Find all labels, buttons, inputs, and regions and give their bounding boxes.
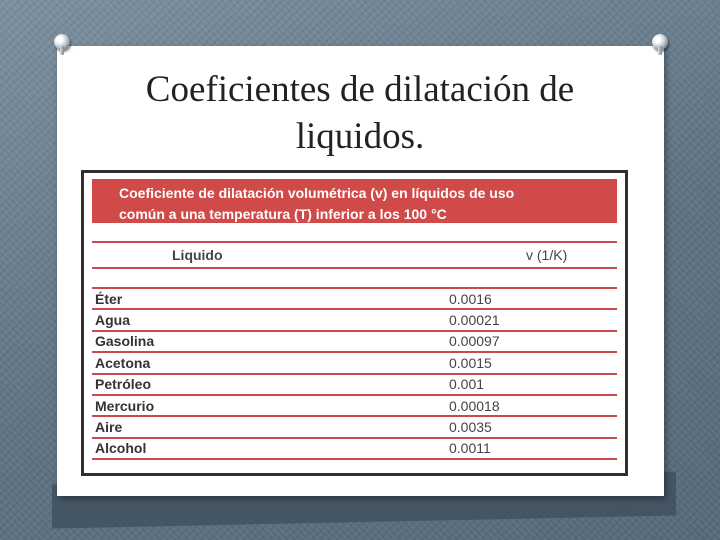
title-line-2: liquidos.	[295, 116, 425, 157]
table-row	[92, 310, 617, 331]
coefficient-value: 0.00018	[449, 397, 500, 414]
title-line-1: Coeficientes de dilatación de	[145, 69, 575, 110]
caption-line-1: Coeficiente de dilatación volumétrica (v) en líquidos de uso	[119, 185, 515, 201]
table-row	[92, 439, 617, 460]
pushpin-icon	[54, 34, 70, 50]
table-spacer-row	[92, 223, 617, 243]
column-header-coefficient: v (1/K)	[526, 247, 568, 263]
table-column-header	[92, 243, 617, 269]
coefficient-value: 0.00097	[449, 333, 500, 350]
liquid-name: Éter	[95, 290, 123, 307]
table-row	[92, 417, 617, 438]
liquid-name: Petróleo	[95, 376, 152, 393]
liquid-name: Aire	[95, 419, 123, 436]
slide-title	[70, 66, 650, 160]
coefficient-value: 0.0015	[449, 354, 492, 371]
coefficient-value: 0.00021	[449, 312, 500, 329]
table-row	[92, 332, 617, 353]
liquid-name: Acetona	[95, 354, 151, 371]
column-header-liquid: Liquido	[172, 247, 223, 263]
table-row	[92, 396, 617, 417]
table-row	[92, 289, 617, 310]
table-image	[81, 170, 628, 476]
coefficient-value: 0.0011	[449, 440, 491, 457]
table-spacer-row	[92, 269, 617, 289]
data-table	[84, 173, 625, 473]
table-row	[92, 353, 617, 374]
liquid-name: Agua	[95, 312, 130, 329]
liquid-name: Gasolina	[95, 333, 155, 350]
coefficient-value: 0.0016	[449, 290, 492, 307]
coefficient-value: 0.0035	[449, 419, 492, 436]
pushpin-icon	[652, 34, 668, 50]
table-caption	[92, 179, 617, 223]
liquid-name: Alcohol	[95, 440, 147, 457]
table-row	[92, 375, 617, 396]
liquid-name: Mercurio	[95, 397, 155, 414]
caption-line-2: común a una temperatura (T) inferior a los 100 °C	[119, 206, 447, 222]
coefficient-value: 0.001	[449, 376, 485, 393]
